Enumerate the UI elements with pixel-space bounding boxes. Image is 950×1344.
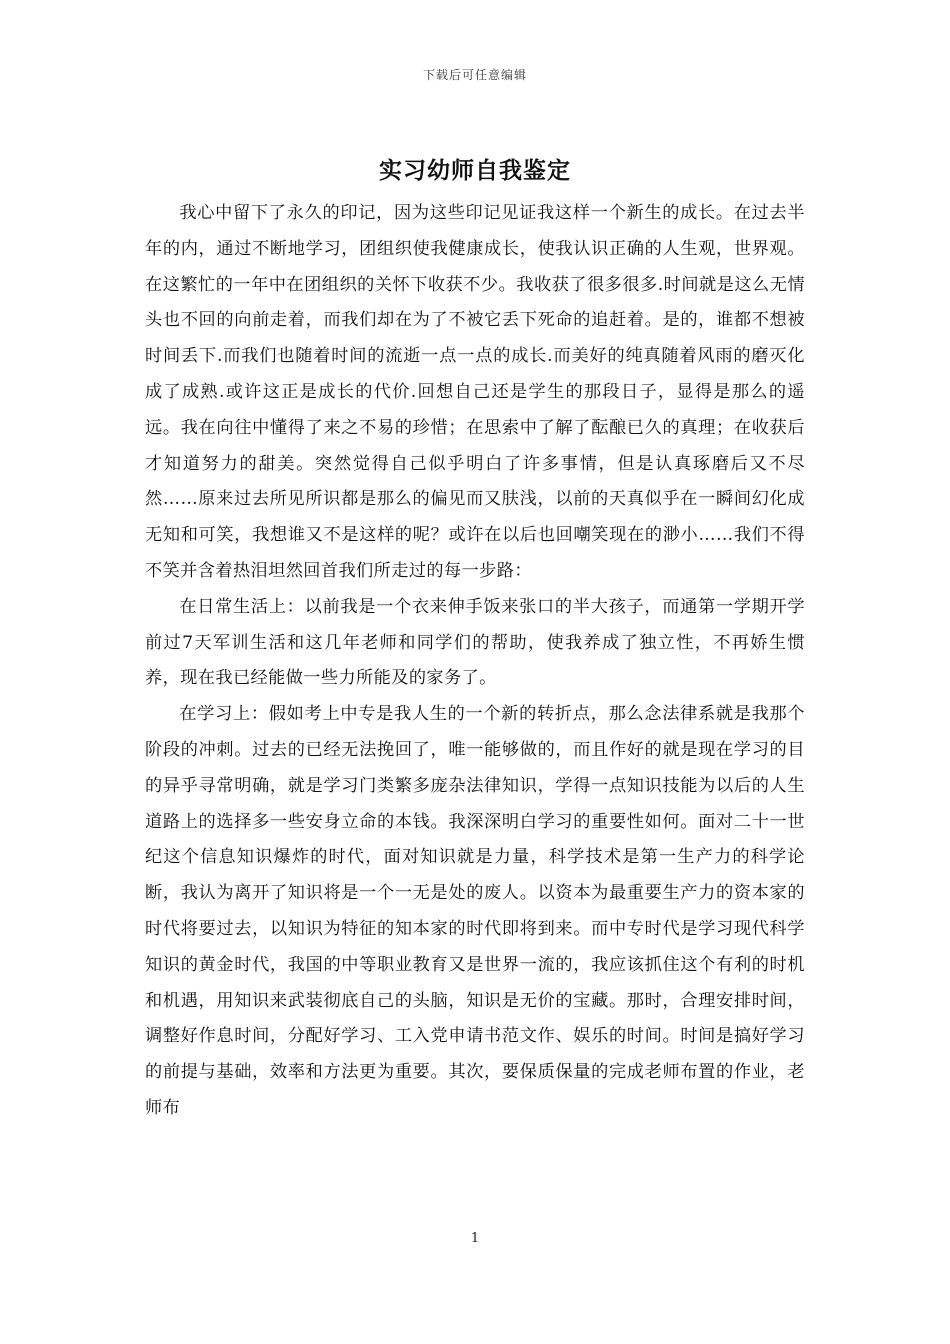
document-title: 实习幼师自我鉴定 <box>379 158 571 184</box>
paragraph-study: 在学习上：假如考上中专是我人生的一个新的转折点，那么念法律系就是我那个阶段的冲刺。过去的已经无法挽回了，唯一能够做的，而且作好的就是现在学习的目的异乎寻常明确，就是学习门类繁多庞杂法律知识，学得一点知识技能为以后的人生道路上的选择多一些安身立命的本钱。我深深明白学习的重要性如何。面对二十一世纪这个信息知识爆炸的时代，面对知识就是力量，科学技术是第一生产力的科学论断，我认为离开了知识将是一个一无是处的废人。以资本为最重要生产力的资本家的时代将要过去，以知识为特征的知本家的时代即将到来。而中专时代是学习现代科学知识的黄金时代，我国的中等职业教育又是世界一流的，我应该抓住这个有利的时机和机遇，用知识来武装彻底自己的头脑，知识是无价的宝藏。那时，合理安排时间，调整好作息时间，分配好学习、工入党申请书范文作、娱乐的时间。时间是搞好学习的前提与基础，效率和方法更为重要。其次，要保质保量的完成老师布置的作业，老师布 <box>145 704 805 1118</box>
document-body <box>145 196 805 1127</box>
paragraph-daily-life: 在日常生活上：以前我是一个衣来伸手饭来张口的半大孩子，而通第一学期开学前过7天军训生活和这几年老师和同学们的帮助，使我养成了独立性，不再娇生惯养，现在我已经能做一些力所能及的家务了。 <box>145 596 805 689</box>
page-header: 下载后可任意编辑 <box>422 68 527 82</box>
paragraph-intro: 我心中留下了永久的印记，因为这些印记见证我这样一个新生的成长。在过去半年的内，通过不断地学习，团组织使我健康成长，使我认识正确的人生观，世界观。在这繁忙的一年中在团组织的关怀下收获不少。我收获了很多很多.时间就是这么无情头也不回的向前走着，而我们却在为了不被它丢下死命的追赶着。是的，谁都不想被时间丢下.而我们也随着时间的流逝一点一点的成长.而美好的纯真随着风雨的磨灭化成了成熟.或许这正是成长的代价.回想自己还是学生的那段日子，显得是那么的遥远。我在向往中懂得了来之不易的珍惜；在思索中了解了酝酿已久的真理；在收获后才知道努力的甜美。突然觉得自己似乎明白了许多事情，但是认真琢磨后又不尽然……原来过去所见所识都是那么的偏见而又肤浅，以前的天真似乎在一瞬间幻化成无知和可笑，我想谁又不是这样的呢？或许在以后也回嘲笑现在的渺小……我们不得不笑并含着热泪坦然回首我们所走过的每一步路： <box>145 203 805 581</box>
page-number: 1 <box>470 1231 480 1246</box>
